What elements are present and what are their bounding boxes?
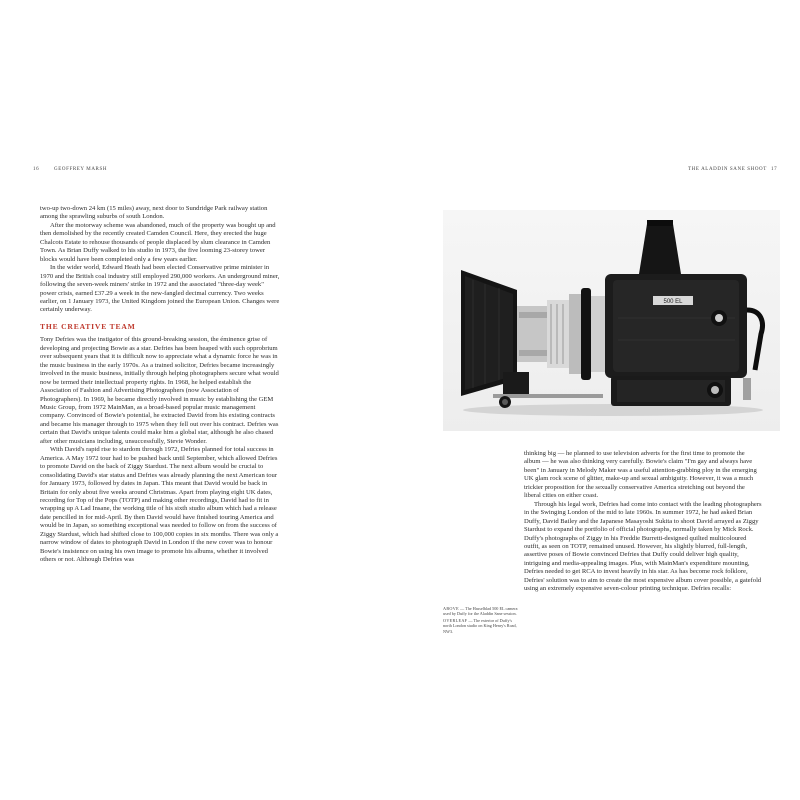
hasselblad-camera-icon: [443, 210, 780, 431]
camera-plate-label: 500 EL: [663, 299, 683, 305]
left-running-head: GEOFFREY MARSH: [54, 167, 108, 172]
paragraph: In the wider world, Edward Heath had been elected Conservative prime minister in 1970 and the British coal industry still employed 290,000 workers. An underground miner, following the seven-week miners' strike in 1972 and the associated "three-day week" power crisis, earned £37.29 a week in the new-fangled decimal currency. Two weeks earlier, on 1 January 1973, the United Kingdom joined the European Union. Changes were certainly underway.: [40, 264, 280, 314]
paragraph: thinking big — he planned to use television adverts for the first time to promote the album — he was also thinking very carefully. Bowie's claim "I'm gay and always have been" in January in Melody Maker was a useful attention-grabbing ploy in the emerging UK glam rock scene of glitter, make-up and sexual ambiguity. However, it was a much trickier proposition for the sexually conservative America stretching out beyond the liberal cities on either coast.: [524, 450, 757, 500]
camera-photo: [443, 210, 780, 431]
paragraph: Tony Defries was the instigator of this ground-breaking session, the éminence grise of developing and projecting Bowie as a star. Defries has been heaped with such opprobrium over subsequent years that it is difficult now to appreciate what a dynamic force he was in the music business in the early 1970s. As a trained solicitor, Defries became increasingly involved in the music business, initially through helping photographers secure what would now be termed their intellectual property rights. In 1968, he helped establish the Association of Fashion and Advertising Photographers (now Association of Photographers). In 1969, he became directly involved in music by establishing the GEM Music Group, from 1972 MainMan, as a broad-based popular music management company. Convinced of Bowie's potential, he extracted David from his existing contracts and became his manager through to 1975 when they fell out over his contract. Defries was certain that David's unique talents could make him a global star, although he also chased after other musicians including, unsuccessfully, Stevie Wonder.: [40, 336, 279, 445]
caption-overleaf: [443, 618, 519, 634]
paragraph: With David's rapid rise to stardom through 1972, Defries planned for total success in America. A May 1972 tour had to be pushed back until September, which allowed Defries to promote David on the back of Ziggy Stardust. The next album would be crucial to consolidating David's star status and Defries was already planning the next American tour for January 1973, followed by dates in Japan. This meant that David would be back in Britain for only about five weeks around Christmas. Apart from playing eight UK dates, recording for Top of the Pops (TOTP) and making other recordings, David had to fit in wrapping up A Lad Insane, the working title of his sixth studio album which had a release date pencilled in for mid-April. By then David would have finished touring America and would be in Japan, so something exceptional was needed to follow on from the success of Ziggy Stardust, which had shifted close to 100,000 copies in six months. There was only a narrow window of dates to photograph David in London if the new cover was to honour Bowie's insistence on using his own image to promote his albums, whether it involved others or not. Although Defries was: [40, 446, 279, 564]
caption-above-label: ABOVE: [443, 606, 459, 611]
photo-caption: [443, 606, 519, 635]
right-running-head: THE ALADDIN SANE SHOOT: [688, 167, 767, 172]
caption-overleaf-text: — The exterior of Duffy's north London studio on King Henry's Road, NW3.: [443, 617, 517, 634]
left-column: [40, 205, 280, 565]
left-page-number: 16: [33, 167, 40, 172]
section-heading: THE CREATIVE TEAM: [40, 321, 136, 331]
right-page-number: 17: [771, 167, 778, 172]
caption-above-text: — The Hasselblad 500 EL camera used by Duffy for the Aladdin Sane session.: [443, 606, 518, 617]
caption-overleaf-label: OVERLEAF: [443, 617, 468, 623]
paragraph: Through his legal work, Defries had come into contact with the leading photographers in the Swinging London of the mid to late 1960s. In summer 1972, he had asked Brian Duffy, David Bailey and the Japanese Masayoshi Sukita to shoot David arrayed as Ziggy Stardust to expand the portfolio of official photographs, normally taken by Mick Rock. Duffy's photographs of Ziggy in his Freddie Burretti-designed quilted multicoloured outfit, as seen on TOTP, remained unused. However, his slightly blurred, full-length, assertive poses of Bowie convinced Defries that Duffy could deliver high quality, intriguing and media-appealing images. Plus, with MainMan's expenditure mounting, Defries needed to get RCA to invest heavily in his star. As has become rock folklore, Defries' solution was to aim to create the most expensive album cover possible, a gatefold using an extremely expensive seven-colour printing technique. Defries recalls:: [524, 500, 762, 593]
right-column: [524, 450, 762, 594]
paragraph: After the motorway scheme was abandoned, much of the property was bought up and then demolished by the recently created Camden Council. Here, they erected the huge Chalcots Estate to rehouse thousands of people displaced by slum clearance in Camden Town. As Brian Duffy walked to his studio in 1973, the five looming 23-storey tower blocks would have been completed only a few years earlier.: [40, 221, 276, 263]
paragraph: two-up two-down 24 km (15 miles) away, next door to Sundridge Park railway station among the sprawling suburbs of south London.: [40, 205, 268, 221]
caption-above: [443, 606, 519, 617]
